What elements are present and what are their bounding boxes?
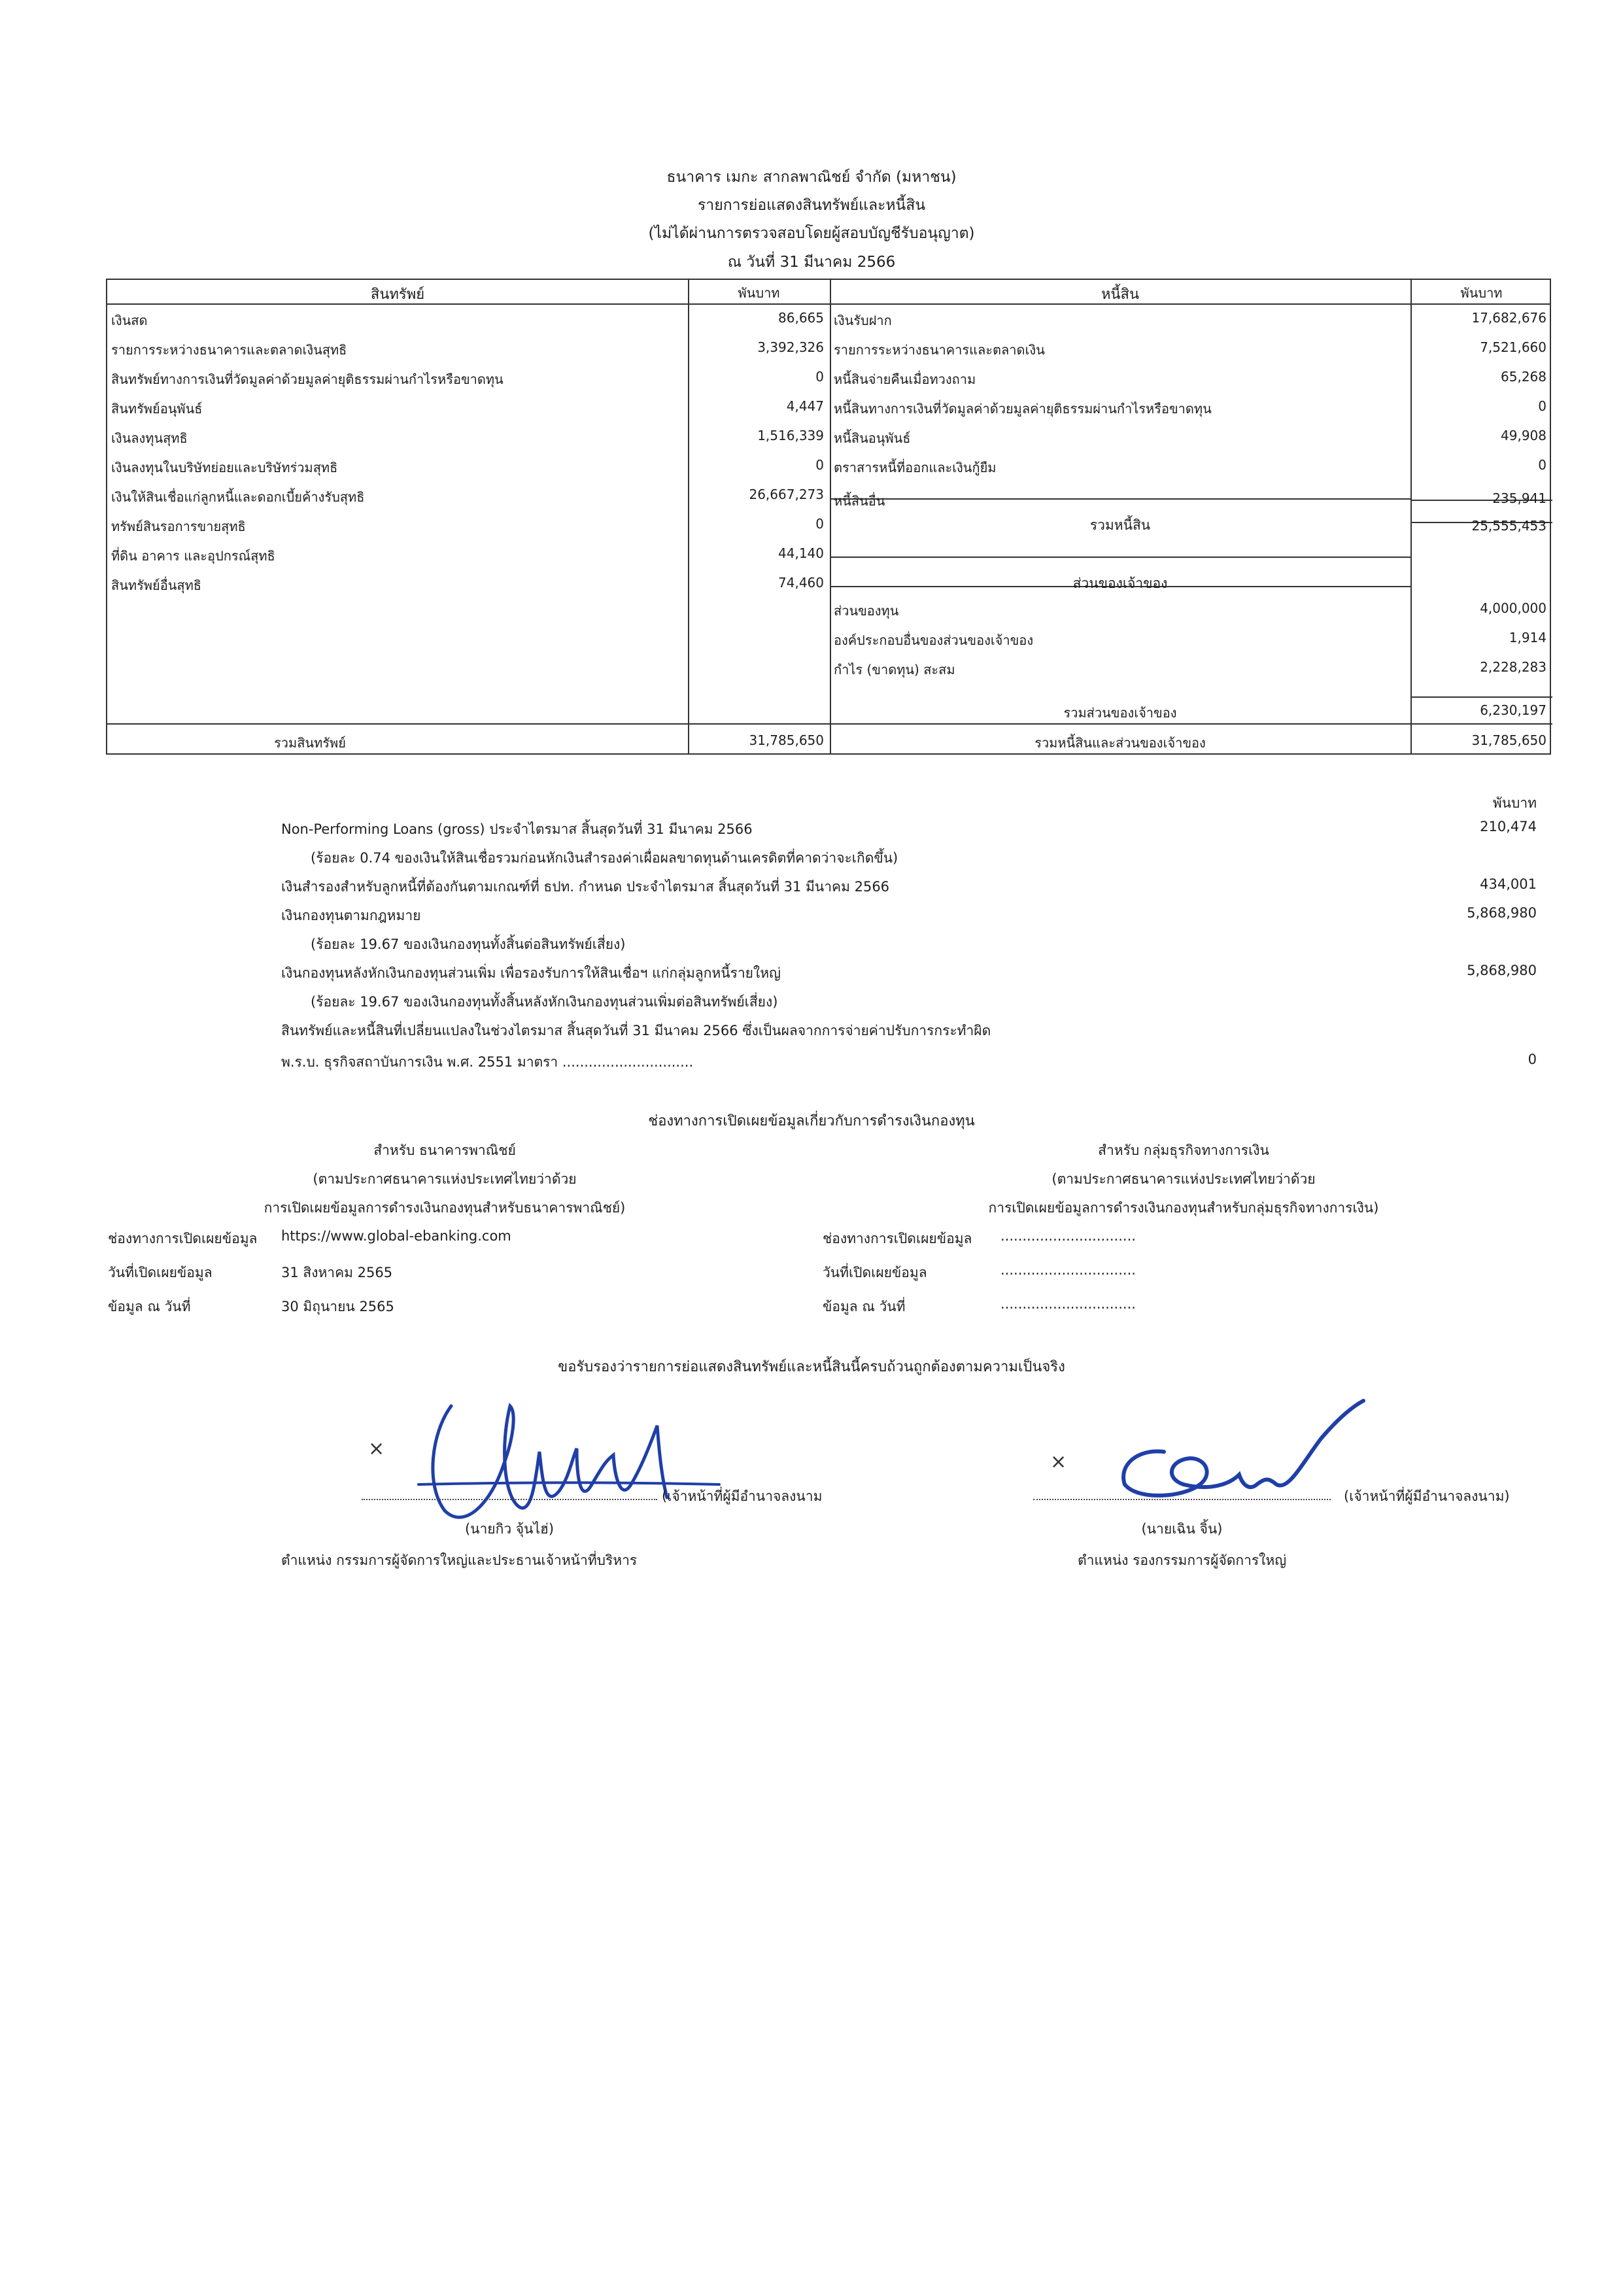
bank-name: ธนาคาร เมกะ สากลพาณิชย์ จำกัด (มหาชน) xyxy=(666,169,957,186)
asset-row-8-value: 44,140 xyxy=(778,545,824,561)
asset-row-2-value: 0 xyxy=(815,369,824,385)
total-equity-value: 6,230,197 xyxy=(1480,702,1546,718)
right-signature-line xyxy=(1033,1499,1331,1500)
asset-row-1-label: รายการระหว่างธนาคารและตลาดเงินสุทธิ xyxy=(111,342,347,358)
equity-header: ส่วนของเจ้าของ xyxy=(1072,575,1168,591)
total-liab-equity-value: 31,785,650 xyxy=(1471,732,1546,748)
note-line-1: (ร้อยละ 0.74 ของเงินให้สินเชื่อรวมก่อนหักเงินสำรองค่าเผื่อผลขาดทุนด้านเครดิตที่คาดว่าจะเกิดขึ้น) xyxy=(311,850,898,866)
liability-row-0-label: เงินรับฝาก xyxy=(834,313,892,328)
asset-row-6-value: 26,667,273 xyxy=(749,487,824,502)
liability-row-3-value: 0 xyxy=(1538,398,1546,414)
liabilities-unit: พันบาท xyxy=(1460,285,1503,301)
right-channel-label: ช่องทางการเปิดเผยข้อมูล xyxy=(823,1231,972,1246)
right-signer-name: (นายเฉิน จิ้น) xyxy=(1141,1521,1223,1537)
asset-row-9-value: 74,460 xyxy=(778,575,824,591)
notes-unit: พันบาท xyxy=(1492,795,1537,811)
left-signer-name: (นายกิว จุ้นไฮ่) xyxy=(464,1521,555,1537)
left-signer-position: ตำแหน่ง กรรมการผู้จัดการใหญ่และประธานเจ้าหน้าที่บริหาร xyxy=(281,1552,638,1568)
equity-row-1-value: 1,914 xyxy=(1509,630,1546,645)
liability-row-4-label: หนี้สินอนุพันธ์ xyxy=(834,430,911,446)
liability-row-3-label: หนี้สินทางการเงินที่วัดมูลค่าด้วยมูลค่ายุติธรรมผ่านกำไรหรือขาดทุน xyxy=(834,401,1212,417)
liabilities-header: หนี้สิน xyxy=(1101,286,1139,303)
disclosure-title: ช่องทางการเปิดเผยข้อมูลเกี่ยวกับการดำรงเงินกองทุน xyxy=(648,1113,975,1129)
liability-row-6-value: 235,941 xyxy=(1492,490,1546,506)
asset-row-4-value: 1,516,339 xyxy=(757,428,824,443)
assets-header: สินทรัพย์ xyxy=(370,286,425,303)
total-assets-value: 31,785,650 xyxy=(749,732,824,748)
left-signature-line xyxy=(362,1499,657,1500)
asset-row-4-label: เงินลงทุนสุทธิ xyxy=(111,430,188,446)
right-channel-blank: ............................... xyxy=(1000,1228,1136,1244)
asset-row-1-value: 3,392,326 xyxy=(757,339,824,355)
note-line-0: Non-Performing Loans (gross) ประจำไตรมาส สิ้นสุดวันที่ 31 มีนาคม 2566 xyxy=(281,821,753,837)
equity-row-0-label: ส่วนของทุน xyxy=(834,603,899,619)
right-heading-2: (ตามประกาศธนาคารแห่งประเทศไทยว่าด้วย xyxy=(1051,1171,1316,1187)
total-equity-label: รวมส่วนของเจ้าของ xyxy=(1063,705,1177,721)
liability-row-1-value: 7,521,660 xyxy=(1480,339,1546,355)
note-line-8: พ.ร.บ. ธุรกิจสถาบันการเงิน พ.ศ. 2551 มาตรา .............................. xyxy=(281,1054,694,1070)
right-date-label: วันที่เปิดเผยข้อมูล xyxy=(823,1265,927,1280)
left-date-value: 31 สิงหาคม 2565 xyxy=(281,1265,393,1280)
right-heading-1: สำหรับ กลุ่มธุรกิจทางการเงิน xyxy=(1098,1142,1269,1158)
right-signature-image xyxy=(1085,1386,1386,1504)
balance-sheet-table xyxy=(106,279,1551,755)
asset-row-0-label: เงินสด xyxy=(111,313,148,328)
audit-note: (ไม่ได้ผ่านการตรวจสอบโดยผู้สอบบัญชีรับอนุญาต) xyxy=(648,225,975,242)
liability-row-4-value: 49,908 xyxy=(1501,428,1546,443)
report-title: รายการย่อแสดงสินทรัพย์และหนี้สิน xyxy=(697,197,926,214)
right-signer-position: ตำแหน่ง รองกรรมการผู้จัดการใหญ่ xyxy=(1078,1552,1287,1568)
certification-text: ขอรับรองว่ารายการย่อแสดงสินทรัพย์และหนี้สินนี้ครบถ้วนถูกต้องตามความเป็นจริง xyxy=(558,1359,1065,1375)
equity-row-2-value: 2,228,283 xyxy=(1480,659,1546,675)
left-asof-label: ข้อมูล ณ วันที่ xyxy=(108,1299,191,1314)
liability-row-2-value: 65,268 xyxy=(1501,369,1546,385)
asset-row-3-value: 4,447 xyxy=(786,398,824,414)
note-line-2: เงินสำรองสำหรับลูกหนี้ที่ต้องกันตามเกณฑ์ที่ ธปท. กำหนด ประจำไตรมาส สิ้นสุดวันที่ 31 มีนาคม 2566 xyxy=(281,879,890,895)
left-channel-label: ช่องทางการเปิดเผยข้อมูล xyxy=(108,1231,258,1246)
left-date-label: วันที่เปิดเผยข้อมูล xyxy=(108,1265,213,1280)
note-line-7: สินทรัพย์และหนี้สินที่เปลี่ยนแปลงในช่วงไตรมาส สิ้นสุดวันที่ 31 มีนาคม 2566 ซึ่งเป็นผลจากการจ่ายค่าปรับการกระทำผิด xyxy=(281,1023,991,1038)
right-signer-role: (เจ้าหน้าที่ผู้มีอำนาจลงนาม) xyxy=(1344,1488,1510,1504)
note-value-5: 5,868,980 xyxy=(1467,963,1537,978)
asset-row-3-label: สินทรัพย์อนุพันธ์ xyxy=(111,401,203,417)
right-asof-label: ข้อมูล ณ วันที่ xyxy=(823,1299,906,1314)
total-liabilities-value: 25,555,453 xyxy=(1471,518,1546,534)
equity-row-0-value: 4,000,000 xyxy=(1480,600,1546,616)
note-line-4: (ร้อยละ 19.67 ของเงินกองทุนทั้งสิ้นต่อสินทรัพย์เสี่ยง) xyxy=(311,936,626,952)
liability-row-2-label: หนี้สินจ่ายคืนเมื่อทวงถาม xyxy=(834,371,976,387)
left-sign-x-mark: × xyxy=(368,1437,385,1460)
left-heading-3: การเปิดเผยข้อมูลการดำรงเงินกองทุนสำหรับธนาคารพาณิชย์) xyxy=(264,1200,626,1216)
equity-row-1-label: องค์ประกอบอื่นของส่วนของเจ้าของ xyxy=(834,632,1034,648)
note-line-3: เงินกองทุนตามกฎหมาย xyxy=(281,908,421,923)
right-sign-x-mark: × xyxy=(1050,1450,1067,1473)
liability-row-5-value: 0 xyxy=(1538,457,1546,473)
liability-row-0-value: 17,682,676 xyxy=(1471,310,1546,326)
left-channel-link[interactable]: https://www.global-ebanking.com xyxy=(281,1228,511,1244)
note-value-2: 434,001 xyxy=(1480,876,1537,892)
right-heading-3: การเปิดเผยข้อมูลการดำรงเงินกองทุนสำหรับกลุ่มธุรกิจทางการเงิน) xyxy=(988,1200,1379,1216)
left-signature-image xyxy=(405,1386,726,1537)
left-signer-role: (เจ้าหน้าที่ผู้มีอำนาจลงนาม xyxy=(662,1488,823,1504)
total-assets-label: รวมสินทรัพย์ xyxy=(274,735,346,751)
asset-row-7-value: 0 xyxy=(815,516,824,532)
asset-row-9-label: สินทรัพย์อื่นสุทธิ xyxy=(111,577,201,593)
asset-row-8-label: ที่ดิน อาคาร และอุปกรณ์สุทธิ xyxy=(111,548,275,564)
note-line-5: เงินกองทุนหลังหักเงินกองทุนส่วนเพิ่ม เพื่อรองรับการให้สินเชื่อฯ แก่กลุ่มลูกหนี้รายใหญ่ xyxy=(281,965,781,981)
total-liab-equity-label: รวมหนี้สินและส่วนของเจ้าของ xyxy=(1034,735,1206,751)
note-line-6: (ร้อยละ 19.67 ของเงินกองทุนทั้งสิ้นหลังหักเงินกองทุนส่วนเพิ่มต่อสินทรัพย์เสี่ยง) xyxy=(311,994,778,1010)
equity-row-2-label: กำไร (ขาดทุน) สะสม xyxy=(834,662,955,677)
liability-row-5-label: ตราสารหนี้ที่ออกและเงินกู้ยืม xyxy=(834,460,997,475)
liability-row-1-label: รายการระหว่างธนาคารและตลาดเงิน xyxy=(834,342,1045,358)
assets-unit: พันบาท xyxy=(738,285,780,301)
asset-row-5-label: เงินลงทุนในบริษัทย่อยและบริษัทร่วมสุทธิ xyxy=(111,460,338,475)
note-value-8: 0 xyxy=(1528,1052,1537,1067)
asset-row-6-label: เงินให้สินเชื่อแก่ลูกหนี้และดอกเบี้ยค้างรับสุทธิ xyxy=(111,489,365,505)
note-value-3: 5,868,980 xyxy=(1467,905,1537,921)
liability-row-6-label: หนี้สินอื่น xyxy=(834,493,885,509)
right-asof-blank: ............................... xyxy=(1000,1296,1136,1312)
as-of-date: ณ วันที่ 31 มีนาคม 2566 xyxy=(727,254,896,271)
asset-row-0-value: 86,665 xyxy=(778,310,824,326)
left-heading-2: (ตามประกาศธนาคารแห่งประเทศไทยว่าด้วย xyxy=(313,1171,577,1187)
note-value-0: 210,474 xyxy=(1480,819,1537,834)
asset-row-5-value: 0 xyxy=(815,457,824,473)
asset-row-2-label: สินทรัพย์ทางการเงินที่วัดมูลค่าด้วยมูลค่ายุติธรรมผ่านกำไรหรือขาดทุน xyxy=(111,371,504,387)
left-asof-value: 30 มิถุนายน 2565 xyxy=(281,1299,394,1314)
left-heading-1: สำหรับ ธนาคารพาณิชย์ xyxy=(373,1142,516,1158)
right-date-blank: ............................... xyxy=(1000,1262,1136,1278)
total-liabilities-label: รวมหนี้สิน xyxy=(1089,517,1151,533)
asset-row-7-label: ทรัพย์สินรอการขายสุทธิ xyxy=(111,519,246,534)
